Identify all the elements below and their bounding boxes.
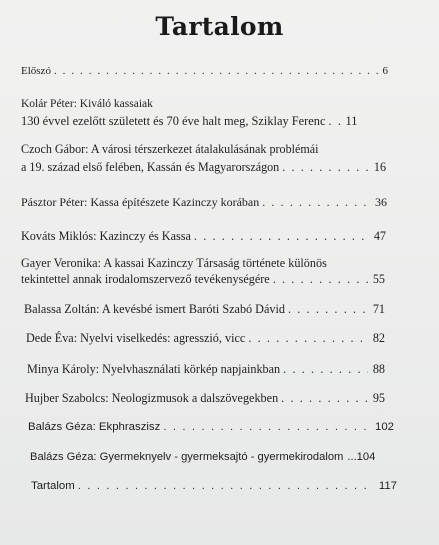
toc-entry-hujber	[25, 391, 385, 406]
toc-page-number: 95	[372, 391, 385, 405]
toc-entry-title: Hujber Szabolcs: Neologizmusok a dalszövegekben	[25, 391, 279, 405]
toc-line	[21, 64, 388, 79]
toc-page-number: 47	[373, 229, 386, 243]
toc-line	[31, 479, 397, 494]
toc-entry-title: Balázs Géza: Ekphraszisz	[28, 421, 161, 433]
leader-dots	[282, 160, 369, 175]
toc-entry-title: Előszó	[21, 65, 51, 77]
leader-dots	[262, 195, 370, 210]
toc-entry-balazs-gyermeknyelv	[30, 450, 398, 465]
toc-entry-title: Czoch Gábor: A városi térszerkezet átalakulásának problémái	[21, 142, 319, 156]
toc-page-number: 11	[345, 114, 358, 128]
toc-line	[21, 272, 385, 287]
leader-dots	[273, 272, 368, 287]
toc-entry-title: Balassa Zoltán: A kevésbé ismert Baróti Szabó Dávid	[24, 302, 285, 316]
leader-dots	[288, 302, 368, 317]
toc-entry-subtitle: a 19. század első felében, Kassán és Magyarországon	[21, 160, 280, 174]
leader-dots	[194, 229, 369, 244]
leader-dots	[78, 479, 374, 494]
toc-entry-subtitle: tekintettel annak irodalomszervező tevékenységére	[21, 272, 270, 286]
toc-page-number: 71	[372, 302, 385, 316]
leader-dots	[248, 331, 368, 346]
toc-entry-title: Dede Éva: Nyelvi viselkedés: agresszió, vicc	[26, 331, 246, 345]
toc-entry-eloszo	[21, 64, 388, 79]
toc-entry-tartalom	[31, 479, 397, 494]
toc-entry-title: Gayer Veronika: A kassai Kazinczy Társaság története különös	[21, 256, 327, 270]
toc-entry-dede	[26, 331, 385, 346]
toc-page-number: 6	[382, 65, 388, 77]
toc-entry-title: Kolár Péter: Kiváló kassaiak	[21, 98, 153, 110]
toc-line	[21, 160, 386, 175]
toc-page-number: 102	[374, 421, 394, 433]
toc-entry-title: Tartalom	[31, 480, 75, 492]
toc-entry-title: Balázs Géza: Gyermeknyelv - gyermeksajtó - gyermekirodalom	[30, 451, 344, 463]
toc-entry-balassa	[24, 302, 385, 317]
toc-entry-pasztor	[21, 195, 387, 210]
toc-entry-title: Minya Károly: Nyelvhasználati körkép napjainkban	[27, 362, 281, 376]
toc-page-number: 36	[375, 195, 387, 209]
leader-dots	[54, 64, 378, 79]
toc-entry-minya	[27, 362, 385, 377]
leader-dots	[163, 420, 370, 435]
toc-page-number: 16	[373, 160, 386, 174]
toc-line	[21, 114, 387, 129]
toc-line	[24, 302, 385, 317]
leader-dots	[283, 362, 368, 377]
toc-entry-subtitle: 130 évvel ezelőtt született és 70 éve halt meg, Sziklay Ferenc	[21, 114, 326, 128]
toc-line	[27, 362, 385, 377]
leader-dots	[329, 114, 341, 129]
toc-line	[25, 391, 385, 406]
toc-line	[21, 195, 387, 210]
toc-entry-czoch	[21, 142, 386, 175]
toc-page-number: 117	[378, 480, 397, 492]
toc-entry-kovats	[21, 229, 386, 244]
leader-dots	[281, 391, 368, 406]
toc-page-number: ...104	[347, 451, 376, 463]
toc-page-number: 88	[372, 362, 385, 376]
toc-line	[21, 229, 386, 244]
toc-line	[30, 450, 398, 465]
toc-entry-gayer	[21, 256, 385, 287]
toc-entry-title: Kováts Miklós: Kazinczy és Kassa	[21, 229, 191, 243]
toc-page-number: 82	[372, 331, 385, 345]
toc-entry-title: Pásztor Péter: Kassa építészete Kazinczy korában	[21, 195, 260, 209]
toc-entry-balazs-ekphraszisz	[28, 420, 394, 435]
toc-line	[26, 331, 385, 346]
toc-entry-kolar	[21, 97, 387, 129]
toc-line	[28, 420, 394, 435]
toc-page-number: 55	[372, 272, 385, 286]
page-title: Tartalom	[155, 12, 284, 41]
